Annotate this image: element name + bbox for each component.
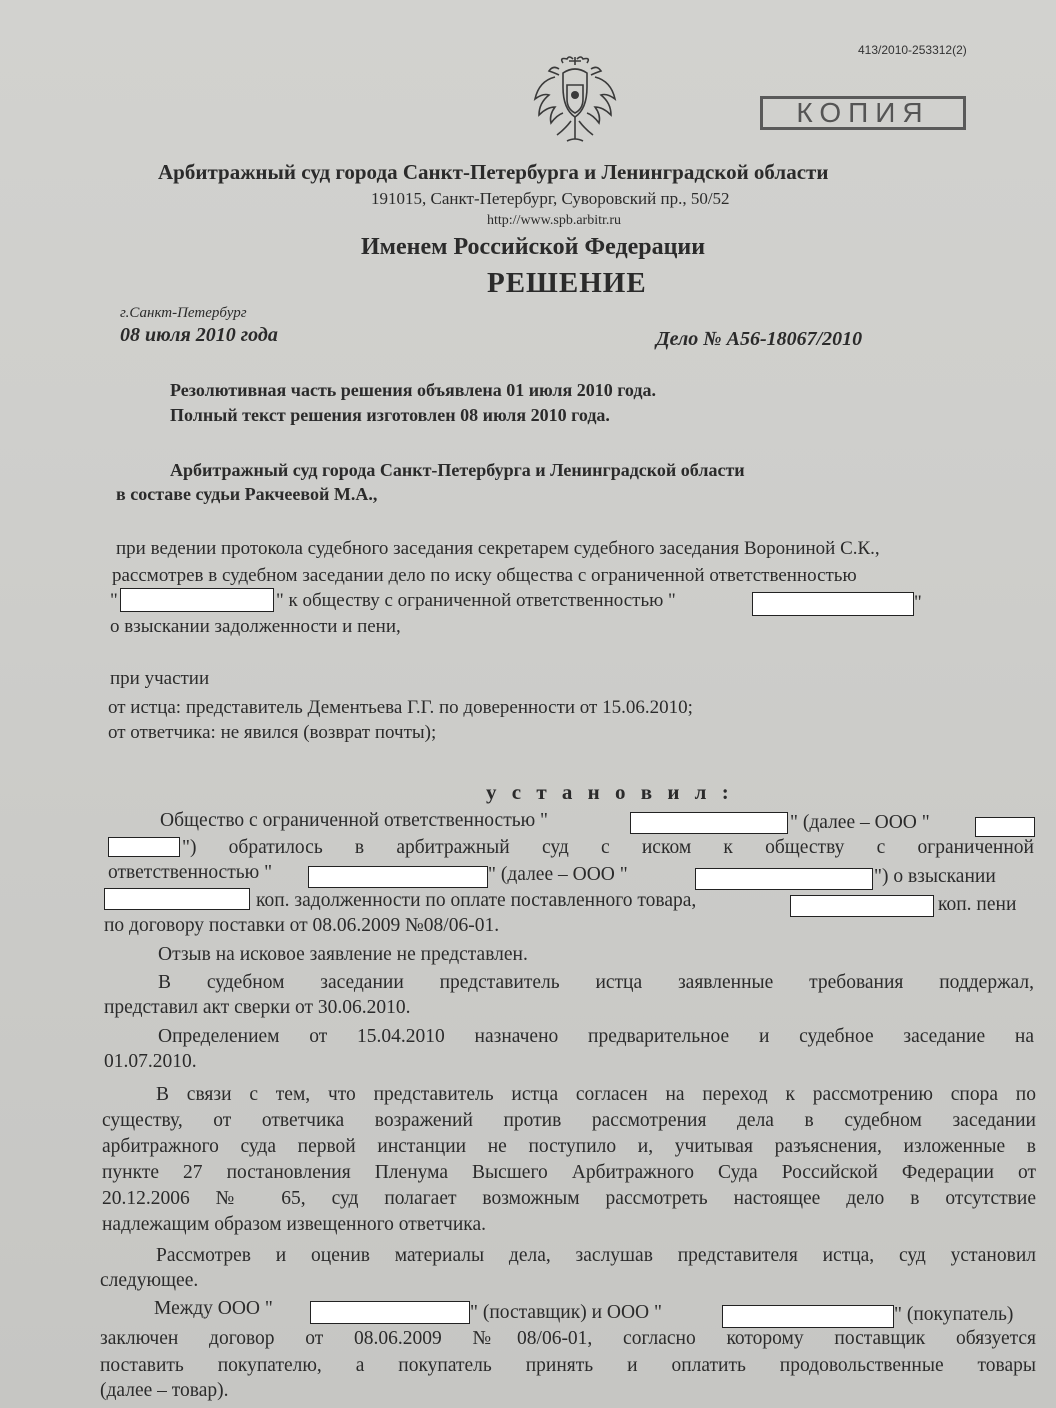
proceedings-line-4: о взыскании задолженности и пени, bbox=[110, 616, 401, 637]
p1-line-3c: ") о взыскании bbox=[874, 866, 996, 887]
participation-line-2: от истца: представитель Дементьева Г.Г. по доверенности от 15.06.2010; bbox=[108, 697, 693, 718]
p1-line-1b: " (далее – ООО " bbox=[790, 812, 930, 833]
ustanovil-heading: у с т а н о в и л : bbox=[486, 780, 734, 804]
redacted-field bbox=[108, 837, 180, 857]
copy-stamp: КОПИЯ bbox=[760, 96, 966, 130]
p1-line-3a: ответственностью " bbox=[108, 862, 273, 883]
p3-line-2: представил акт сверки от 30.06.2010. bbox=[104, 997, 411, 1018]
p5-line-2: существу, от ответчика возражений против рассмотрения дела в судебном заседании bbox=[102, 1110, 1036, 1131]
proceedings-line-2: рассмотрев в судебном заседании дело по иску общества с ограниченной ответственностью bbox=[112, 565, 857, 586]
p5-line-3: арбитражного суда первой инстанции не поступило и, учитывая разъяснения, изложенные в bbox=[102, 1136, 1036, 1157]
p1-line-5: по договору поставки от 08.06.2009 №08/06-01. bbox=[104, 915, 500, 936]
court-url: http://www.spb.arbitr.ru bbox=[487, 213, 622, 228]
redacted-field bbox=[722, 1305, 894, 1328]
p7-line-1a: Между ООО " bbox=[154, 1298, 273, 1319]
composition-line-1: Арбитражный суд города Санкт-Петербурга и Ленинградской области bbox=[170, 460, 745, 480]
announce-line-2: Полный текст решения изготовлен 08 июля 2010 года. bbox=[170, 405, 610, 425]
p5-line-1: В связи с тем, что представитель истца согласен на переход к рассмотрению спора по bbox=[156, 1084, 1036, 1105]
p7-line-3: поставить покупателю, а покупатель принять и оплатить продовольственные товары bbox=[100, 1355, 1036, 1376]
case-number: Дело № А56-18067/2010 bbox=[656, 328, 863, 350]
p7-line-2: заключен договор от 08.06.2009 №08/06-01, согласно которому поставщик обязуется bbox=[100, 1328, 1036, 1349]
court-name: Арбитражный суд города Санкт-Петербурга и Ленинградской области bbox=[158, 160, 829, 184]
p6-line-1: Рассмотрев и оценив материалы дела, заслушав представителя истца, суд установил bbox=[156, 1245, 1036, 1266]
proceedings-quote-open: " bbox=[110, 590, 118, 611]
p1-line-4a: коп. задолженности по оплате поставленного товара, bbox=[256, 890, 697, 911]
p2-line: Отзыв на исковое заявление не представлен. bbox=[158, 944, 528, 965]
proceedings-quote-close: " bbox=[914, 592, 922, 613]
redacted-field bbox=[790, 895, 934, 917]
court-address: 191015, Санкт-Петербург, Суворовский пр., 50/52 bbox=[371, 189, 730, 208]
proceedings-line-3: " к обществу с ограниченной ответственностью " bbox=[276, 590, 676, 611]
p4-line-2: 01.07.2010. bbox=[104, 1051, 197, 1072]
p1-line-2-text: ") обратилось в арбитражный суд с иском к обществу с ограниченной bbox=[182, 837, 1034, 858]
p4-line-1: Определением от 15.04.2010 назначено предварительное и судебное заседание на bbox=[158, 1026, 1034, 1047]
decision-title: РЕШЕНИЕ bbox=[487, 267, 647, 299]
redacted-field bbox=[695, 868, 873, 890]
redacted-field bbox=[308, 866, 488, 888]
redacted-field bbox=[120, 588, 274, 612]
participation-line-3: от ответчика: не явился (возврат почты); bbox=[108, 722, 437, 743]
p1-line-1a: Общество с ограниченной ответственностью " bbox=[160, 810, 549, 831]
proceedings-line-1: при ведении протокола судебного заседания секретарем судебного заседания Ворониной С.К., bbox=[116, 538, 880, 559]
redacted-field bbox=[975, 817, 1035, 837]
redacted-field bbox=[752, 592, 914, 616]
participation-line-1: при участии bbox=[110, 668, 210, 689]
announce-line-1: Резолютивная часть решения объявлена 01 июля 2010 года. bbox=[170, 380, 657, 400]
p5-line-5: 20.12.2006 № 65, суд полагает возможным рассмотреть настоящее дело в отсутствие bbox=[102, 1188, 1036, 1209]
composition-line-2: в составе судьи Ракчеевой М.А., bbox=[116, 484, 378, 504]
coat-of-arms-icon bbox=[533, 55, 617, 145]
p5-line-6: надлежащим образом извещенного ответчика. bbox=[102, 1214, 487, 1235]
redacted-field bbox=[310, 1301, 470, 1324]
p1-line-4b: коп. пени bbox=[938, 894, 1017, 915]
redacted-field bbox=[104, 888, 250, 910]
in-name-heading: Именем Российской Федерации bbox=[361, 234, 706, 260]
decision-date: 08 июля 2010 года bbox=[120, 324, 278, 346]
redacted-field bbox=[630, 812, 788, 834]
p7-line-4: (далее – товар). bbox=[100, 1380, 229, 1401]
p5-line-4: пункте 27 постановления Пленума Высшего Арбитражного Суда Российской Федерации от bbox=[102, 1162, 1036, 1183]
document-number: 413/2010-253312(2) bbox=[858, 43, 967, 57]
p1-line-2 bbox=[182, 837, 1034, 859]
p7-line-1c: " (покупатель) bbox=[894, 1304, 1014, 1325]
p3-line-1: В судебном заседании представитель истца заявленные требования поддержал, bbox=[158, 972, 1034, 993]
place: г.Санкт-Петербург bbox=[120, 305, 247, 321]
p1-line-3b: " (далее – ООО " bbox=[488, 864, 628, 885]
p7-line-1b: " (поставщик) и ООО " bbox=[470, 1302, 662, 1323]
p6-line-2: следующее. bbox=[100, 1270, 199, 1291]
